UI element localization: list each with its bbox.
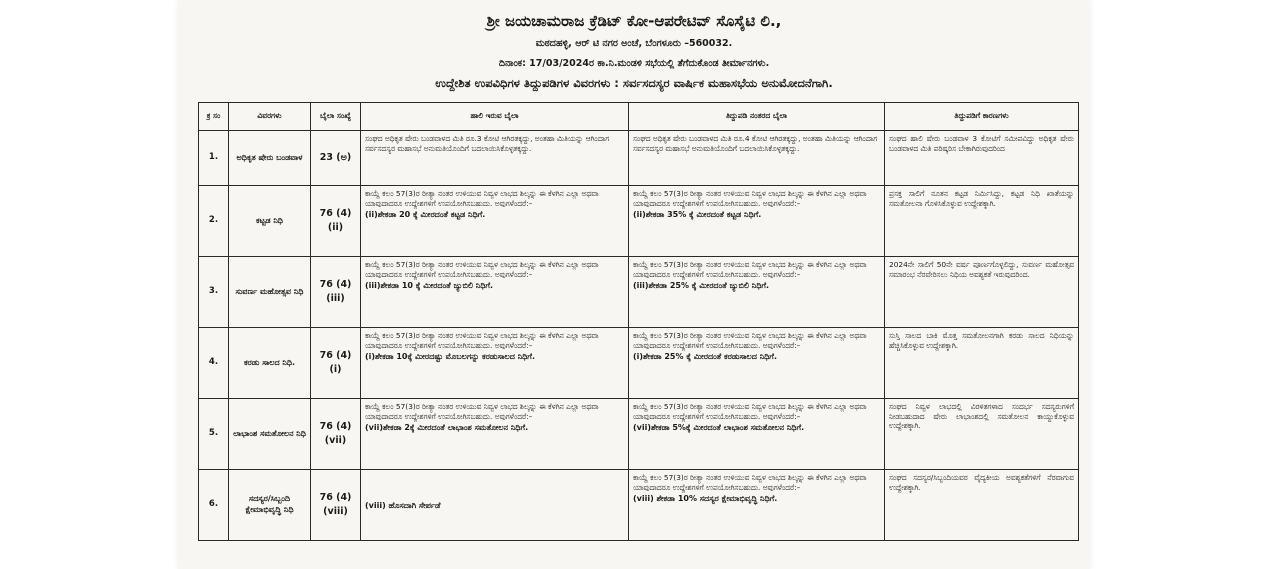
- table-header-row: [199, 103, 1079, 131]
- row-subject: ಸದಸ್ಯರ/ಸಿಬ್ಬಂದಿ ಕ್ಷೇಮಾಭಿವೃದ್ಧಿ ನಿಧಿ: [229, 470, 311, 541]
- existing-point: (iii)ಶೇಕಡಾ 10 ಕ್ಕೆ ಮೀರದಂತೆ ಜ್ಯುಬಿಲಿ ನಿಧಿಗೆ.: [365, 281, 494, 291]
- row-sl: 1.: [199, 131, 229, 186]
- row-existing: [361, 470, 629, 541]
- table-row: [199, 328, 1079, 399]
- row-amended: [629, 131, 885, 186]
- row-amended: [629, 328, 885, 399]
- row-amended: [629, 186, 885, 257]
- col-header-sl: ಕ್ರ ಸಂ: [199, 103, 229, 131]
- row-subject: ಸುವರ್ಣ ಮಹೋತ್ಸವ ನಿಧಿ: [229, 257, 311, 328]
- row-reason: ಸುಸ್ತಿ ಸಾಲದ ಬಾಕಿ ಮೊತ್ತ ಸಮತೋಲನಗಾಗಿ ಕರಡು ಸಾಲದ ನಿಧಿಯನ್ನು ಹೆಚ್ಚಿಸಿಕೊಳ್ಳುವ ಉದ್ದೇಶಕ್ಕಾಗಿ.: [885, 328, 1079, 399]
- row-bylaw: 76 (4) (ii): [311, 186, 361, 257]
- existing-text: ಕಾಯ್ದೆ ಕಲಂ 57(3)ರ ರೀತ್ಯಾ ನಂತರ ಉಳಿಯುವ ನಿವ್ವಳ ಲಾಭದ ಶಿಲ್ಕನ್ನು ಈ ಕೆಳಗಿನ ಎಲ್ಲಾ ಅಥವಾ ಯಾವುದಾದರೂ ಉದ್ದೇಶಗಳಿಗೆ ಉಪಯೋಗಿಸಬಹುದು. ಅವುಗಳೆಂದರೆ:–: [365, 189, 599, 208]
- row-bylaw: 76 (4) (vii): [311, 399, 361, 470]
- document-page: [178, 0, 1090, 569]
- society-name: ಶ್ರೀ ಜಯಚಾಮರಾಜ ಕ್ರೆಡಿಟ್ ಕೋ-ಆಪರೇಟಿವ್ ಸೊಸೈಟಿ ಲಿ.,: [486, 12, 782, 30]
- meeting-line: ದಿನಾಂಕ: 17/03/2024ರ ಕಾ.ನಿ.ಮಂಡಳಿ ಸಭೆಯಲ್ಲಿ ತೆಗೆದುಕೊಂಡ ತೀರ್ಮಾನಗಳು.: [498, 58, 770, 69]
- amended-text: ಸಂಘದ ಅಧಿಕೃತ ಷೇರು ಬಂಡವಾಳದ ಮಿತಿ ರೂ.4 ಕೋಟಿ ಆಗಿರತಕ್ಕದ್ದು, ಅಂತಹಾ ಮಿತಿಯನ್ನು ಆಗಿಂದಾಗ ಸರ್ವಸದಸ್ಯರ ಮಹಾಸಭೆ ಅನುಮತಿಯೊಂದಿಗೆ ಬದಲಾಯಿಸಿಕೊಳ್ಳತಕ್ಕದ್ದು.: [633, 134, 878, 153]
- row-existing: [361, 186, 629, 257]
- existing-point: (vii)ಶೇಕಡಾ 2ಕ್ಕೆ ಮೀರದಂತೆ ಲಾಭಾಂಶ ಸಮತೋಲನ ನಿಧಿಗೆ.: [365, 423, 529, 433]
- col-header-bylaw: ಬೈಲಾ ಸಂಖ್ಯೆ: [311, 103, 361, 131]
- existing-text: ಸಂಘದ ಅಧಿಕೃತ ಷೇರು ಬಂಡವಾಳದ ಮಿತಿ ರೂ.3 ಕೋಟಿ ಆಗಿರತಕ್ಕದ್ದು, ಅಂತಹಾ ಮಿತಿಯನ್ನು ಆಗಿಂದಾಗ ಸರ್ವಸದಸ್ಯರ ಮಹಾಸಭೆ ಅನುಮತಿಯೊಂದಿಗೆ ಬದಲಾಯಿಸಿಕೊಳ್ಳತಕ್ಕದ್ದು.: [365, 134, 610, 153]
- row-subject: ಅಧಿಕೃತ ಷೇರು ಬಂಡವಾಳ: [229, 131, 311, 186]
- table-row: [199, 399, 1079, 470]
- row-amended: [629, 470, 885, 541]
- table-row: [199, 131, 1079, 186]
- existing-point: (viii) ಹೊಸದಾಗಿ ಸೇರ್ಪಡೆ: [365, 500, 441, 510]
- row-subject: ಕಟ್ಟಡ ನಿಧಿ: [229, 186, 311, 257]
- existing-text: ಕಾಯ್ದೆ ಕಲಂ 57(3)ರ ರೀತ್ಯಾ ನಂತರ ಉಳಿಯುವ ನಿವ್ವಳ ಲಾಭದ ಶಿಲ್ಕನ್ನು ಈ ಕೆಳಗಿನ ಎಲ್ಲಾ ಅಥವಾ ಯಾವುದಾದರೂ ಉದ್ದೇಶಗಳಿಗೆ ಉಪಯೋಗಿಸಬಹುದು. ಅವುಗಳೆಂದರೆ:–: [365, 331, 599, 350]
- amended-point: (viii) ಶೇಕಡಾ 10% ಸದಸ್ಯರ ಕ್ಷೇಮಾಭಿವೃದ್ಧಿ ನಿಧಿಗೆ.: [633, 494, 778, 504]
- row-bylaw: 76 (4) (viii): [311, 470, 361, 541]
- row-sl: 4.: [199, 328, 229, 399]
- amended-text: ಕಾಯ್ದೆ ಕಲಂ 57(3)ರ ರೀತ್ಯಾ ನಂತರ ಉಳಿಯುವ ನಿವ್ವಳ ಲಾಭದ ಶಿಲ್ಕನ್ನು ಈ ಕೆಳಗಿನ ಎಲ್ಲಾ ಅಥವಾ ಯಾವುದಾದರೂ ಉದ್ದೇಶಗಳಿಗೆ ಉಪಯೋಗಿಸಬಹುದು. ಅವುಗಳೆಂದರೆ:–: [633, 473, 867, 492]
- row-sl: 6.: [199, 470, 229, 541]
- amended-text: ಕಾಯ್ದೆ ಕಲಂ 57(3)ರ ರೀತ್ಯಾ ನಂತರ ಉಳಿಯುವ ನಿವ್ವಳ ಲಾಭದ ಶಿಲ್ಕನ್ನು ಈ ಕೆಳಗಿನ ಎಲ್ಲಾ ಅಥವಾ ಯಾವುದಾದರೂ ಉದ್ದೇಶಗಳಿಗೆ ಉಪಯೋಗಿಸಬಹುದು. ಅವುಗಳೆಂದರೆ:–: [633, 260, 867, 279]
- existing-point: (ii)ಶೇಕಡಾ 20 ಕ್ಕೆ ಮೀರದಂತೆ ಕಟ್ಟಡ ನಿಧಿಗೆ.: [365, 210, 486, 220]
- amended-text: ಕಾಯ್ದೆ ಕಲಂ 57(3)ರ ರೀತ್ಯಾ ನಂತರ ಉಳಿಯುವ ನಿವ್ವಳ ಲಾಭದ ಶಿಲ್ಕನ್ನು ಈ ಕೆಳಗಿನ ಎಲ್ಲಾ ಅಥವಾ ಯಾವುದಾದರೂ ಉದ್ದೇಶಗಳಿಗೆ ಉಪಯೋಗಿಸಬಹುದು. ಅವುಗಳೆಂದರೆ:–: [633, 189, 867, 208]
- row-reason: ಸಂಘದ ನಿವ್ವಳ ಲಾಭದಲ್ಲಿ ವಿರಳಿತಗಳಾದ ಸಂದರ್ಭ ಸದಸ್ಯರುಗಳಿಗೆ ನೀಡಬಹುದಾದ ಷೇರು ಲಾಭಾಂಶದಲ್ಲಿ ಸಮತೋಲನ ಕಾಯ್ದುಕೊಳ್ಳುವ ಉದ್ದೇಶಕ್ಕಾಗಿ.: [885, 399, 1079, 470]
- row-amended: [629, 257, 885, 328]
- row-bylaw: 76 (4) (i): [311, 328, 361, 399]
- row-existing: [361, 328, 629, 399]
- amended-point: (ii)ಶೇಕಡಾ 35% ಕ್ಕೆ ಮೀರದಂತೆ ಕಟ್ಟಡ ನಿಧಿಗೆ.: [633, 210, 762, 220]
- row-reason: 2024ನೇ ಸಾಲಿಗೆ 50ನೇ ವರ್ಷ ಪೂರ್ಣಗೊಳ್ಳಲಿದ್ದು, ಸುವರ್ಣ ಮಹೋತ್ಸವ ಸಮಾರಂಭ ನೆರವೇರಿಸಲು ನಿಧಿಯ ಅವಶ್ಯಕತೆ ಇರುವುದರಿಂದ.: [885, 257, 1079, 328]
- amended-point: (i)ಶೇಕಡಾ 25% ಕ್ಕೆ ಮೀರದಂತೆ ಕರಡುಸಾಲದ ನಿಧಿಗೆ.: [633, 352, 777, 362]
- amended-point: (vii)ಶೇಕಡಾ 5%ಕ್ಕೆ ಮೀರದಂತೆ ಲಾಭಾಂಶ ಸಮತೋಲನ ನಿಧಿಗೆ.: [633, 423, 805, 433]
- amended-text: ಕಾಯ್ದೆ ಕಲಂ 57(3)ರ ರೀತ್ಯಾ ನಂತರ ಉಳಿಯುವ ನಿವ್ವಳ ಲಾಭದ ಶಿಲ್ಕನ್ನು ಈ ಕೆಳಗಿನ ಎಲ್ಲಾ ಅಥವಾ ಯಾವುದಾದರೂ ಉದ್ದೇಶಗಳಿಗೆ ಉಪಯೋಗಿಸಬಹುದು. ಅವುಗಳೆಂದರೆ:–: [633, 331, 867, 350]
- row-amended: [629, 399, 885, 470]
- row-existing: [361, 257, 629, 328]
- row-reason: ಪ್ರಸಕ್ತ ಸಾಲಿಗೆ ನೂತನ ಕಟ್ಟಡ ನಿರ್ಮಿಸಿದ್ದು, ಕಟ್ಟಡ ನಿಧಿ ಖಾತೆಯನ್ನು ಸಮತೋಲನಾ ಗೊಳಿಸಿಕೊಳ್ಳುವ ಉದ್ದೇಶಕ್ಕಾಗಿ.: [885, 186, 1079, 257]
- table-row: [199, 186, 1079, 257]
- row-sl: 3.: [199, 257, 229, 328]
- society-address: ಮಠದಹಳ್ಳಿ, ಆರ್ ಟಿ ನಗರ ಅಂಚೆ, ಬೆಂಗಳೂರು –560032.: [535, 38, 733, 49]
- row-subject: ಕರಡು ಸಾಲದ ನಿಧಿ.: [229, 328, 311, 399]
- row-existing: [361, 131, 629, 186]
- row-subject: ಲಾಭಾಂಶ ಸಮತೋಲನ ನಿಧಿ: [229, 399, 311, 470]
- row-reason: ಸಂಘದ ಹಾಲಿ ಷೇರು ಬಂಡವಾಳ 3 ಕೋಟಿಗೆ ಸಮೀಪವಿದ್ದು ಅಧಿಕೃತ ಷೇರು ಬಂಡವಾಳದ ಮಿತಿ ಪರಿಷ್ಕರಿಸ ಬೇಕಾಗಿರುವುದರಿಂದ: [885, 131, 1079, 186]
- table-row: [199, 470, 1079, 541]
- amendment-table: [198, 102, 1079, 541]
- row-bylaw: 76 (4) (iii): [311, 257, 361, 328]
- col-header-amended: ತಿದ್ದುಪಡಿ ನಂತರದ ಬೈಲಾ: [629, 103, 885, 131]
- existing-point: (i)ಶೇಕಡಾ 10ಕ್ಕೆ ಮೀರದಷ್ಟು ಮೊಬಲಗನ್ನು ಕರಡುಸಾಲದ ನಿಧಿಗೆ.: [365, 352, 535, 362]
- amended-text: ಕಾಯ್ದೆ ಕಲಂ 57(3)ರ ರೀತ್ಯಾ ನಂತರ ಉಳಿಯುವ ನಿವ್ವಳ ಲಾಭದ ಶಿಲ್ಕನ್ನು ಈ ಕೆಳಗಿನ ಎಲ್ಲಾ ಅಥವಾ ಯಾವುದಾದರೂ ಉದ್ದೇಶಗಳಿಗೆ ಉಪಯೋಗಿಸಬಹುದು. ಅವುಗಳೆಂದರೆ:–: [633, 402, 867, 421]
- existing-text: ಕಾಯ್ದೆ ಕಲಂ 57(3)ರ ರೀತ್ಯಾ ನಂತರ ಉಳಿಯುವ ನಿವ್ವಳ ಲಾಭದ ಶಿಲ್ಕನ್ನು ಈ ಕೆಳಗಿನ ಎಲ್ಲಾ ಅಥವಾ ಯಾವುದಾದರೂ ಉದ್ದೇಶಗಳಿಗೆ ಉಪಯೋಗಿಸಬಹುದು. ಅವುಗಳೆಂದರೆ:–: [365, 402, 599, 421]
- row-sl: 5.: [199, 399, 229, 470]
- row-sl: 2.: [199, 186, 229, 257]
- row-bylaw: 23 (ಅ): [311, 131, 361, 186]
- row-existing: [361, 399, 629, 470]
- col-header-subject: ವಿವರಗಳು: [229, 103, 311, 131]
- existing-text: ಕಾಯ್ದೆ ಕಲಂ 57(3)ರ ರೀತ್ಯಾ ನಂತರ ಉಳಿಯುವ ನಿವ್ವಳ ಲಾಭದ ಶಿಲ್ಕನ್ನು ಈ ಕೆಳಗಿನ ಎಲ್ಲಾ ಅಥವಾ ಯಾವುದಾದರೂ ಉದ್ದೇಶಗಳಿಗೆ ಉಪಯೋಗಿಸಬಹುದು. ಅವುಗಳೆಂದರೆ:–: [365, 260, 599, 279]
- table-row: [199, 257, 1079, 328]
- subject-line: ಉದ್ದೇಶಿತ ಉಪವಿಧಿಗಳ ತಿದ್ದುಪಡಿಗಳ ವಿವರಗಳು : ಸರ್ವಸದಸ್ಯರ ವಾರ್ಷಿಕ ಮಹಾಸಭೆಯ ಅನುಮೋದನೆಗಾಗಿ.: [435, 76, 833, 90]
- row-reason: ಸಂಘದ ಸದಸ್ಯರ/ಸಿಬ್ಬಂದಿಯವರ ವೈದ್ಯಕೀಯ ಅವಶ್ಯಕತೆಗಳಿಗೆ ನೆರವಾಗುವ ಉದ್ದೇಶಕ್ಕಾಗಿ.: [885, 470, 1079, 541]
- col-header-existing: ಹಾಲಿ ಇರುವ ಬೈಲಾ: [361, 103, 629, 131]
- amended-point: (iii)ಶೇಕಡಾ 25% ಕ್ಕೆ ಮೀರದಂತೆ ಜ್ಯುಬಿಲಿ ನಿಧಿಗೆ.: [633, 281, 770, 291]
- col-header-reason: ತಿದ್ದುಪಡಿಗೆ ಕಾರಣಗಳು: [885, 103, 1079, 131]
